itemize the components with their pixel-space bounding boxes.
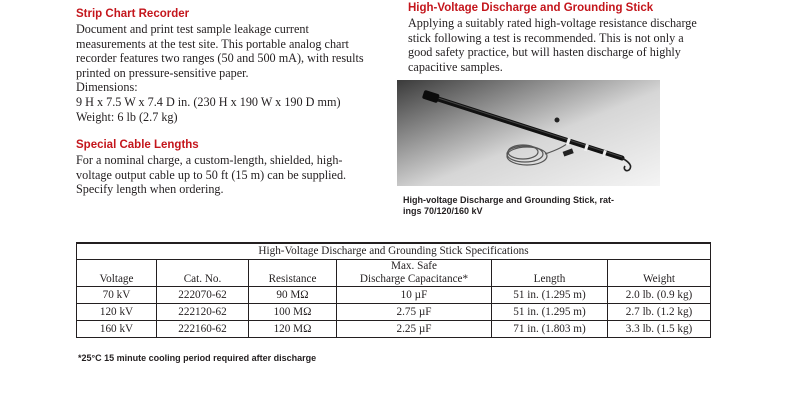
header-spacer — [492, 260, 608, 274]
cell-resistance: 120 MΩ — [249, 321, 337, 338]
text-line: For a nominal charge, a custom-length, shielded, high- — [76, 153, 343, 167]
header-weight: Weight — [608, 273, 711, 287]
table-row — [77, 321, 711, 338]
text-line: Dimensions: — [76, 80, 138, 95]
cell-resistance: 90 MΩ — [249, 287, 337, 304]
header-spacer — [157, 260, 249, 274]
text-line: measurements at the test site. This portable analog chart — [76, 36, 349, 51]
header-cat-no: Cat. No. — [157, 273, 249, 287]
cell-length: 71 in. (1.803 m) — [492, 321, 608, 338]
text-line: recorder features two ranges (50 and 500 mA), with results — [76, 51, 364, 66]
cell-voltage: 160 kV — [77, 321, 157, 338]
cell-capacitance: 2.25 µF — [337, 321, 492, 338]
discharge-stick-heading: High-Voltage Discharge and Grounding Stick — [408, 2, 654, 14]
cell-cat-no: 222160-62 — [157, 321, 249, 338]
strip-chart-description — [76, 22, 364, 124]
special-cable-description — [76, 153, 346, 197]
header-spacer — [77, 260, 157, 274]
cell-voltage: 120 kV — [77, 304, 157, 321]
cell-weight: 2.0 lb. (0.9 kg) — [608, 287, 711, 304]
text-line: Document and print test sample leakage current — [76, 22, 309, 36]
text-line: Applying a suitably rated high-voltage resistance discharge — [408, 16, 697, 30]
cell-cat-no: 222070-62 — [157, 287, 249, 304]
text-line: voltage output cable up to 50 ft (15 m) can be supplied. — [76, 167, 347, 182]
specifications-table — [76, 242, 711, 338]
table-row — [77, 287, 711, 304]
cell-voltage: 70 kV — [77, 287, 157, 304]
header-capacitance-line2: Discharge Capacitance* — [337, 273, 492, 287]
text-line: stick following a test is recommended. This is not only a — [408, 30, 684, 45]
cell-capacitance: 10 µF — [337, 287, 492, 304]
cell-length: 51 in. (1.295 m) — [492, 287, 608, 304]
header-spacer — [608, 260, 711, 274]
header-spacer — [249, 260, 337, 274]
header-length: Length — [492, 273, 608, 287]
strip-chart-heading: Strip Chart Recorder — [76, 8, 190, 20]
text-line: Specify length when ordering. — [76, 182, 224, 197]
cell-weight: 2.7 lb. (1.2 kg) — [608, 304, 711, 321]
cell-weight: 3.3 lb. (1.5 kg) — [608, 321, 711, 338]
text-line: capacitive samples. — [408, 59, 503, 74]
photo-caption — [403, 195, 614, 217]
table-row — [77, 304, 711, 321]
text-line: printed on pressure-sensitive paper. — [76, 65, 249, 80]
discharge-stick-description — [408, 16, 697, 74]
table-footnote: *25°C 15 minute cooling period required after discharge — [78, 353, 317, 363]
cell-capacitance: 2.75 µF — [337, 304, 492, 321]
text-line: Weight: 6 lb (2.7 kg) — [76, 109, 178, 124]
text-line: 9 H x 7.5 W x 7.4 D in. (230 H x 190 W x 190 D mm) — [76, 94, 341, 109]
caption-line: High-voltage Discharge and Grounding Stick, rat- — [403, 195, 615, 205]
table-title: High-Voltage Discharge and Grounding Stick Specifications — [77, 243, 711, 260]
header-capacitance-line1: Max. Safe — [337, 260, 492, 274]
cell-length: 51 in. (1.295 m) — [492, 304, 608, 321]
header-resistance: Resistance — [249, 273, 337, 287]
discharge-stick-photo — [397, 80, 660, 186]
cell-cat-no: 222120-62 — [157, 304, 249, 321]
cell-resistance: 100 MΩ — [249, 304, 337, 321]
special-cable-heading: Special Cable Lengths — [76, 139, 199, 151]
header-voltage: Voltage — [77, 273, 157, 287]
text-line: good safety practice, but will hasten discharge of highly — [408, 45, 681, 60]
caption-line: ings 70/120/160 kV — [403, 206, 483, 216]
